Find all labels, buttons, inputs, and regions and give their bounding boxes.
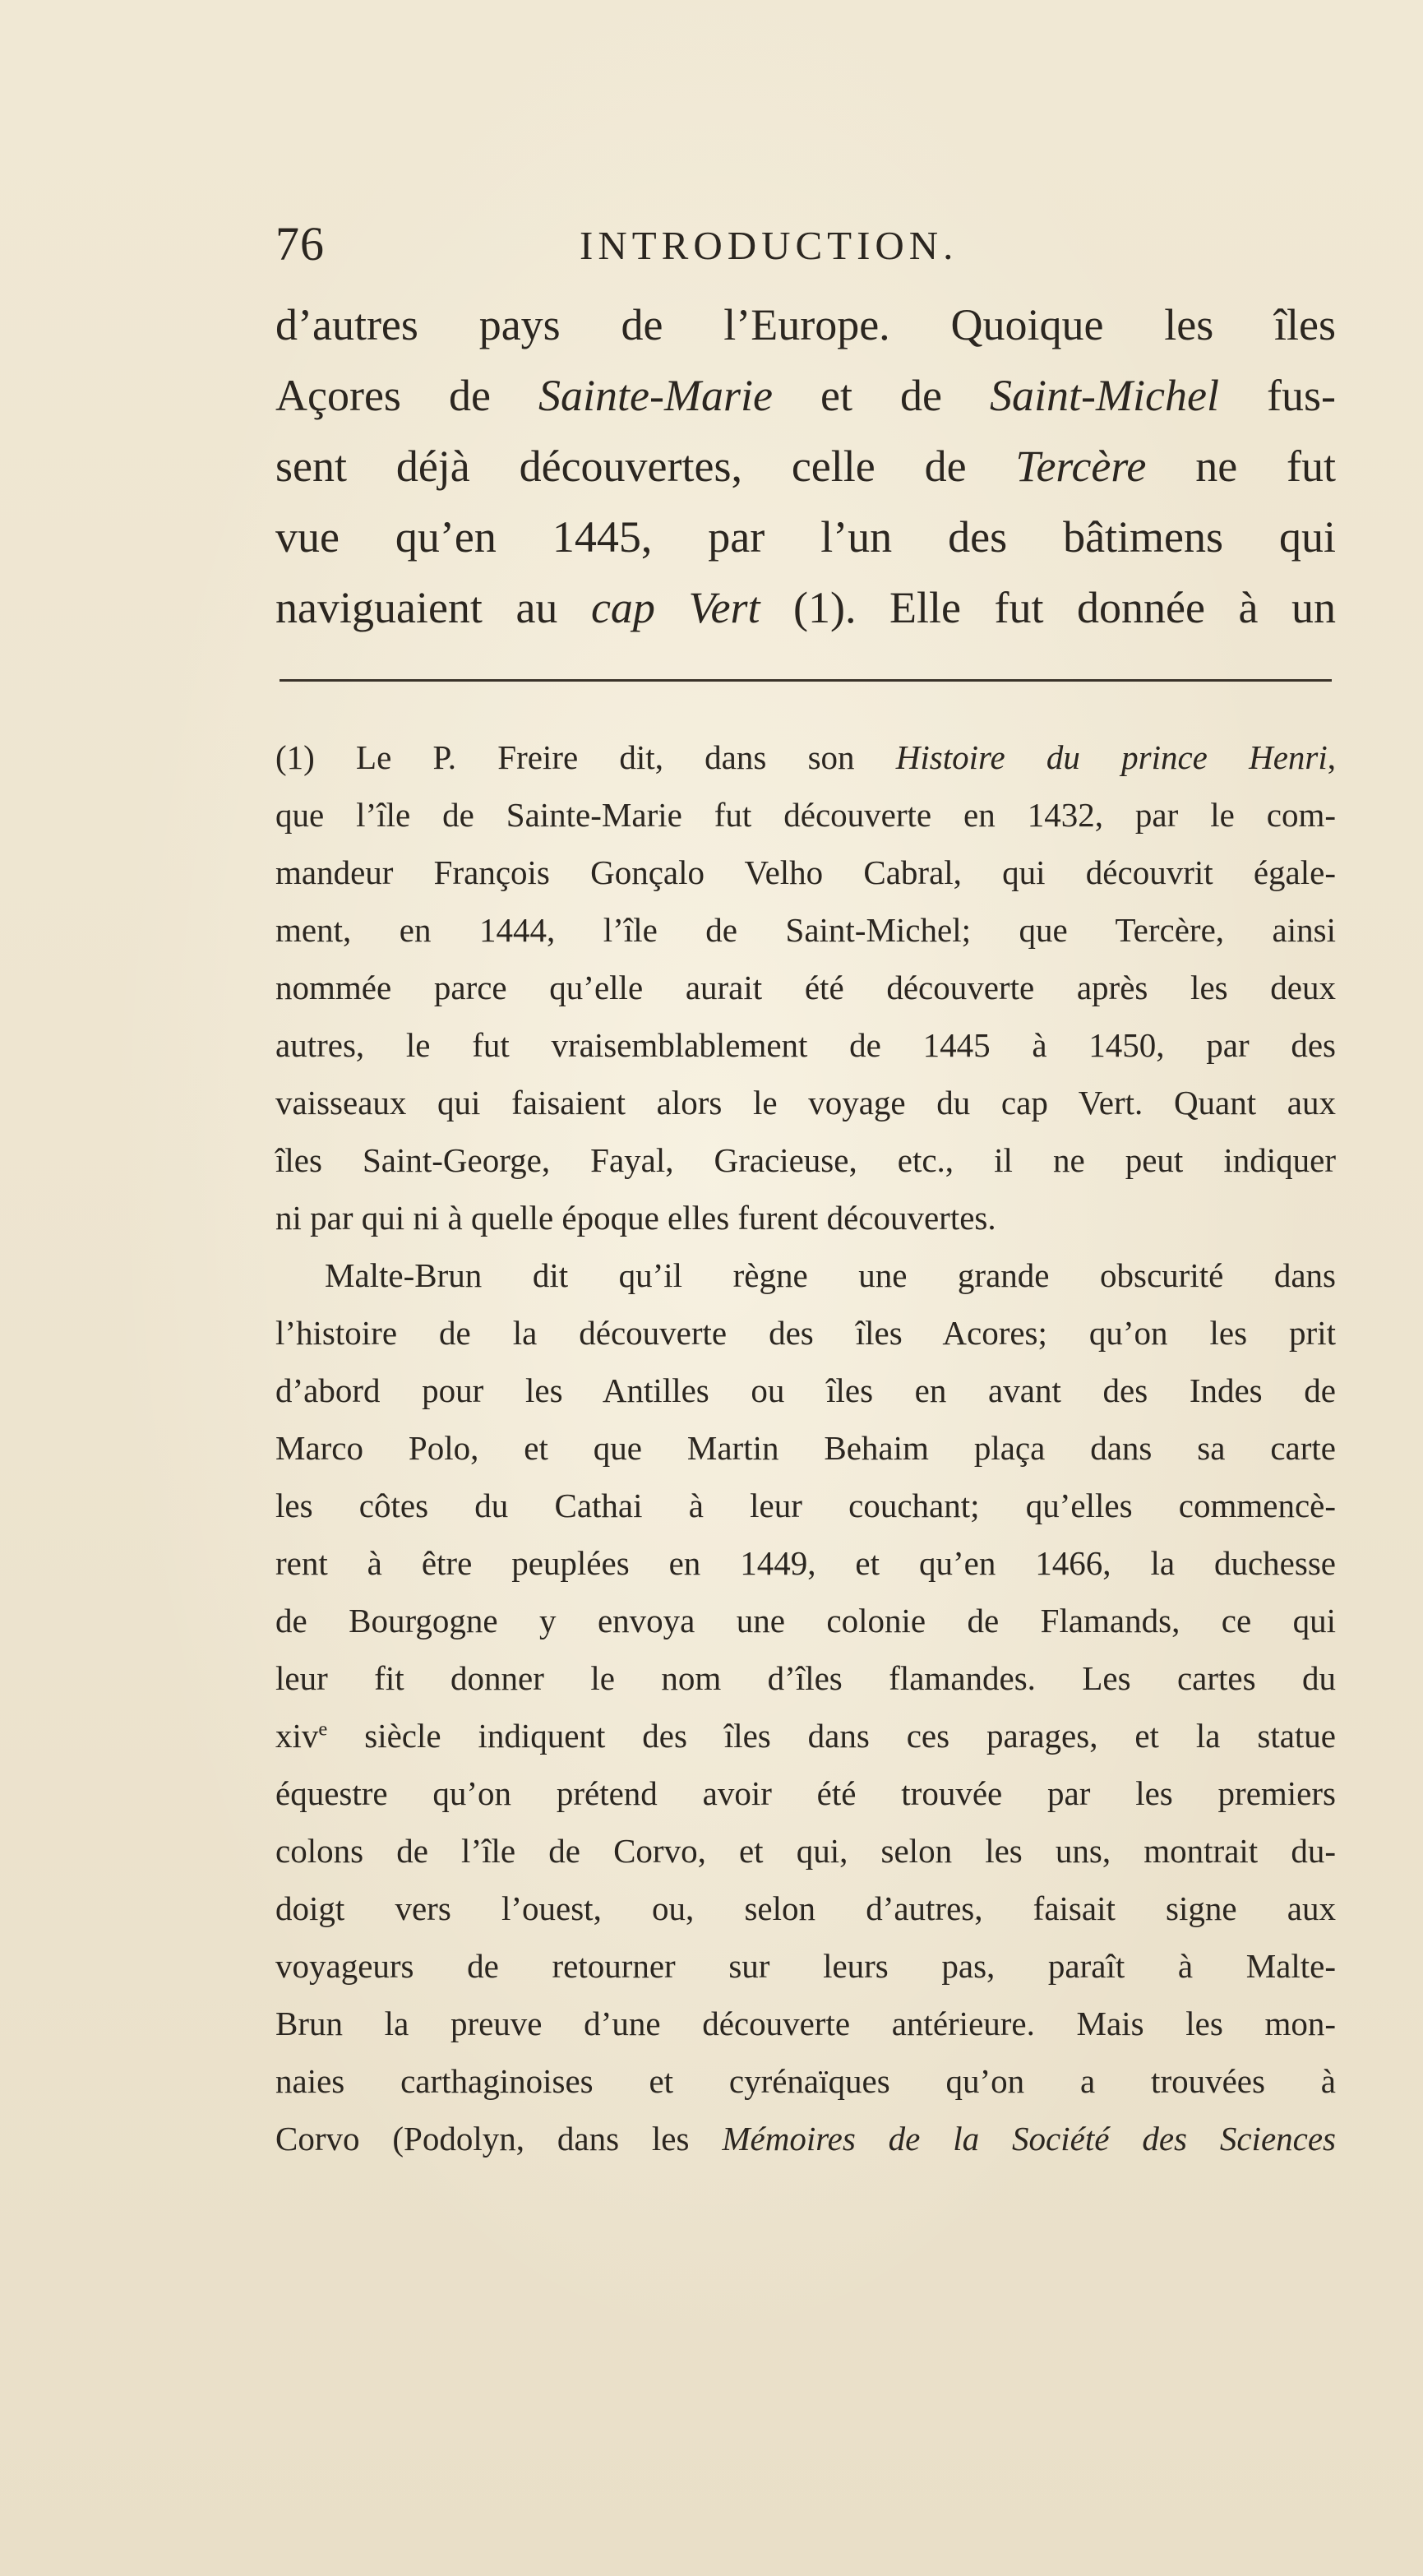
footnote-line <box>275 1246 1336 1304</box>
superscript-text: e <box>318 1718 328 1741</box>
text-run: l’histoire de la découverte des îles Acores; qu’on les prit <box>275 1314 1336 1352</box>
text-run: ment, en 1444, l’île de Saint-Michel; que Tercère, ainsi <box>275 911 1336 949</box>
text-run: îles Saint-George, Fayal, Gracieuse, etc., il ne peut indiquer <box>275 1141 1336 1179</box>
main-text-block <box>275 289 1336 643</box>
text-run: vaisseaux qui faisaient alors le voyage du cap Vert. Quant aux <box>275 1084 1336 1122</box>
main-text-line <box>275 431 1336 502</box>
text-run: (1) Le P. Freire dit, dans son <box>275 738 896 776</box>
text-run: rent à être peuplées en 1449, et qu’en 1466, la duchesse <box>275 1544 1336 1582</box>
text-run: fus- <box>1218 371 1336 420</box>
text-run: colons de l’île de Corvo, et qui, selon les uns, montrait du- <box>275 1832 1336 1870</box>
main-text-line <box>275 572 1336 643</box>
footnote-line <box>275 2110 1336 2167</box>
text-run: vue qu’en 1445, par l’un des bâtimens qui <box>275 512 1336 562</box>
text-run: sent déjà découvertes, celle de <box>275 442 1016 491</box>
text-run: mandeur François Gonçalo Velho Cabral, qui découvrit égale- <box>275 853 1336 891</box>
page-number: 76 <box>275 217 325 271</box>
footnote-separator-rule <box>280 679 1332 682</box>
text-run: Marco Polo, et que Martin Behaim plaça dans sa carte <box>275 1429 1336 1467</box>
text-run: Corvo (Podolyn, dans les <box>275 2120 723 2157</box>
running-head: INTRODUCTION. <box>580 223 959 268</box>
main-text-line <box>275 360 1336 431</box>
footnote-line <box>275 2052 1336 2110</box>
footnote-line <box>275 728 1336 786</box>
footnote-block <box>275 728 1336 2167</box>
footnote-line <box>275 1822 1336 1880</box>
italic-text: Sainte-Marie <box>538 371 773 420</box>
text-run: naies carthaginoises et cyrénaïques qu’on a trouvées à <box>275 2062 1336 2100</box>
footnote-line <box>275 786 1336 844</box>
text-run: naviguaient au <box>275 583 591 632</box>
footnote-line <box>275 1419 1336 1477</box>
text-run: équestre qu’on prétend avoir été trouvée par les premiers <box>275 1774 1336 1812</box>
text-run: voyageurs de retourner sur leurs pas, paraît à Malte- <box>275 1947 1336 1985</box>
italic-text: Histoire du prince Henri <box>895 738 1328 776</box>
text-run: Açores de <box>275 371 538 420</box>
text-run: , <box>1327 738 1337 776</box>
text-run: Malte-Brun dit qu’il règne une grande obscurité dans <box>325 1256 1336 1294</box>
footnote-line <box>275 1074 1336 1131</box>
text-run: d’autres pays de l’Europe. Quoique les îles <box>275 300 1336 349</box>
footnote-line <box>275 1477 1336 1534</box>
text-run: leur fit donner le nom d’îles flamandes. Les cartes du <box>275 1659 1336 1697</box>
text-run: ni par qui ni à quelle époque elles furent découvertes. <box>275 1199 996 1237</box>
footnote-line <box>275 1937 1336 1995</box>
text-run: siècle indiquent des îles dans ces parages, et la statue <box>327 1717 1336 1755</box>
footnote-line <box>275 1189 1336 1246</box>
text-run: de Bourgogne y envoya une colonie de Flamands, ce qui <box>275 1602 1336 1639</box>
footnote-line <box>275 901 1336 959</box>
page-header <box>275 215 1336 273</box>
text-run: les côtes du Cathai à leur couchant; qu’elles commencè- <box>275 1487 1336 1524</box>
main-text-line <box>275 289 1336 360</box>
text-run: xiv <box>275 1717 319 1755</box>
text-run: Brun la preuve d’une découverte antérieure. Mais les mon- <box>275 2005 1336 2042</box>
text-run: et de <box>772 371 991 420</box>
footnote-line <box>275 844 1336 901</box>
italic-text: cap Vert <box>590 583 760 632</box>
footnote-line <box>275 1534 1336 1592</box>
italic-text: Saint-Michel <box>990 371 1219 420</box>
footnote-line <box>275 1592 1336 1649</box>
text-run: doigt vers l’ouest, ou, selon d’autres, faisait signe aux <box>275 1889 1336 1927</box>
text-run: nommée parce qu’elle aurait été découverte après les deux <box>275 969 1336 1006</box>
footnote-line <box>275 1995 1336 2052</box>
footnote-line <box>275 1880 1336 1937</box>
footnote-line <box>275 1707 1336 1764</box>
text-run: d’abord pour les Antilles ou îles en avant des Indes de <box>275 1371 1336 1409</box>
italic-text: Tercère <box>1015 442 1147 491</box>
footnote-line <box>275 1131 1336 1189</box>
italic-text: Mémoires de la Société des Sciences <box>722 2120 1336 2157</box>
footnote-line <box>275 1764 1336 1822</box>
footnote-line <box>275 1304 1336 1362</box>
footnote-paragraph-1 <box>275 728 1336 1246</box>
text-run: (1). Elle fut donnée à un <box>760 583 1337 632</box>
footnote-line <box>275 1649 1336 1707</box>
footnote-line <box>275 1362 1336 1419</box>
text-run: que l’île de Sainte-Marie fut découverte en 1432, par le com- <box>275 796 1336 834</box>
text-run: autres, le fut vraisemblablement de 1445 à 1450, par des <box>275 1026 1336 1064</box>
footnote-line <box>275 959 1336 1016</box>
footnote-line <box>275 1016 1336 1074</box>
main-text-line <box>275 502 1336 572</box>
footnote-paragraph-2 <box>275 1246 1336 2167</box>
text-run: ne fut <box>1146 442 1336 491</box>
